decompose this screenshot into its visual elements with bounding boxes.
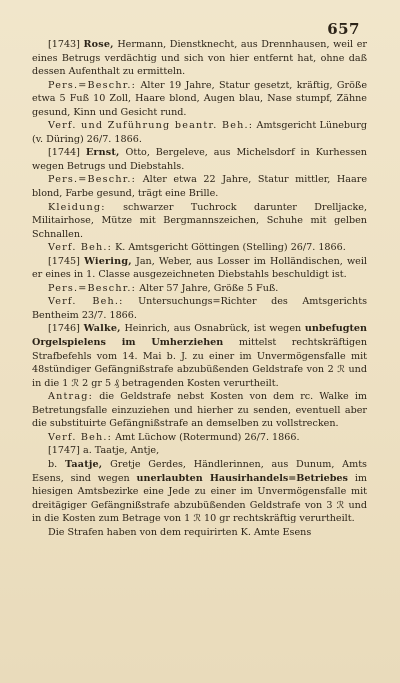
kleid-label: Kleidung:: [48, 201, 106, 213]
page-body: [32, 38, 367, 539]
antrag-label: Antrag:: [48, 391, 94, 403]
pers-label: Pers.=Beschr.:: [48, 79, 137, 91]
entry-line-a: a. Taatje, Antje,: [82, 445, 160, 457]
verf-label: Verf. Beh.:: [48, 242, 113, 254]
entry-1744-authority: [32, 241, 367, 255]
entry-1744-description: [32, 173, 367, 200]
entry-name: Rose,: [83, 39, 114, 50]
pers-text: Alter 57 Jahre, Größe 5 Fuß.: [139, 282, 279, 294]
pers-text: Alter etwa 22 Jahre, Statur mittler, Haare blond, Farbe gesund, trägt eine Brille.: [32, 174, 367, 200]
entry-1744: [32, 146, 367, 254]
entry-1747: [32, 444, 367, 539]
entry-1746-request: [32, 390, 367, 431]
entry-1747-continuation: [32, 526, 367, 540]
entry-1745-heading: [32, 255, 367, 282]
entry-1745: [32, 255, 367, 323]
entry-name: Ernst,: [85, 147, 120, 159]
entry-1747-heading: [32, 444, 367, 458]
entry-1746: [32, 322, 367, 444]
page-number: 657: [327, 20, 360, 38]
entry-number: [1747]: [48, 445, 80, 457]
kleid-text: schwarzer Tuchrock darunter Drelljacke, Militairhose, Mütze mit Bergmannszeichen, Schuhe mit gelben Schnallen.: [32, 201, 367, 240]
verf-text: Amt Lüchow (Rotermund) 26/7. 1866.: [115, 431, 300, 443]
entry-name: Taatje,: [64, 458, 103, 470]
entry-name: Wiering,: [84, 255, 132, 267]
entry-name: Walke,: [83, 323, 121, 335]
entry-1746-authority: [32, 431, 367, 445]
entry-1743: [32, 38, 367, 146]
entry-1743-authority: [32, 119, 367, 146]
entry-1745-authority: [32, 295, 367, 322]
offense-phrase: unbefugten Orgelspielens im Umherziehen: [32, 323, 367, 349]
verf-label: Verf. Beh.:: [48, 431, 113, 443]
entry-1746-heading: [32, 322, 367, 390]
verf-text: Amtsgericht Lüneburg (v. Düring) 26/7. 1866.: [32, 120, 367, 145]
entry-number: [1746]: [48, 323, 80, 335]
entry-description-end: mittelst rechtskräftigen Strafbefehls vom 14. Mai b. J. zu einer im Unvermögensfalle mit 48stündiger Gefängnißstrafe abzubüßenden Geldstrafe von 2 ℛ und in die 1 ℛ 2 gr 5 ₰ betragenden Kosten verurtheilt.: [32, 337, 367, 389]
verf-label: Verf. und Zuführung beantr. Beh.:: [48, 120, 254, 132]
entry-line-b-prefix: b.: [48, 458, 58, 470]
verf-text: K. Amtsgericht Göttingen (Stelling) 26/7. 1866.: [115, 242, 346, 254]
offense-phrase: unerlaubten Hausirhandels=Betriebes: [136, 472, 348, 484]
entry-description: Jan, Weber, aus Losser im Holländischen, weil er eines in 1. Classe ausgezeichneten Diebstahls beschuldigt ist.: [32, 255, 367, 281]
entry-number: [1745]: [48, 255, 80, 267]
entry-1744-clothing: [32, 201, 367, 242]
entry-description-start: Gretje Gerdes, Händlerinnen, aus Dunum, Amts Esens, sind wegen: [32, 458, 367, 484]
entry-description-end: im hiesigen Amtsbezirke eine Jede zu einer im Unvermögensfalle mit dreitägiger Gefängnißstrafe abzubüßenden Geldstrafe von 3 ℛ und in die Kosten zum Betrage von 1 ℛ 10 gr rechtskräftig verurtheilt.: [32, 472, 367, 525]
verf-label: Verf. Beh.:: [48, 296, 124, 308]
entry-1743-heading: [32, 38, 367, 79]
pers-text: Alter 19 Jahre, Statur gesetzt, kräftig, Größe etwa 5 Fuß 10 Zoll, Haare blond, Augen blau, Nase stumpf, Zähne gesund, Kinn und Gesicht rund.: [32, 79, 367, 118]
entry-description-start: Heinrich, aus Osnabrück, ist wegen: [124, 323, 302, 335]
entry-1744-heading: [32, 146, 367, 173]
entry-1743-description: [32, 79, 367, 120]
verf-text: Untersuchungs=Richter des Amtsgerichts Bentheim 23/7. 1866.: [32, 296, 367, 321]
entry-1745-description: [32, 282, 367, 296]
pers-label: Pers.=Beschr.:: [48, 282, 137, 294]
last-line: Die Strafen haben von dem requirirten K. Amte Esens: [48, 526, 312, 538]
antrag-text: die Geldstrafe nebst Kosten von dem rc. Walke im Betretungsfalle einzuziehen und hierher zu senden, eventuell aber die substituirte Gefängnißstrafe an demselben zu vollstrecken.: [32, 391, 367, 430]
entry-number: [1743]: [48, 39, 80, 50]
entry-description: Hermann, Dienstknecht, aus Drennhausen, weil er eines Betrugs verdächtig und sich von hier entfernt hat, ohne daß dessen Aufenthalt zu ermitteln.: [32, 39, 367, 78]
entry-description: Otto, Bergeleve, aus Michelsdorf in Kurhessen wegen Betrugs und Diebstahls.: [32, 147, 367, 172]
entry-number: [1744]: [48, 147, 80, 159]
entry-1747-line-b: [32, 458, 367, 526]
pers-label: Pers.=Beschr.:: [48, 174, 137, 186]
